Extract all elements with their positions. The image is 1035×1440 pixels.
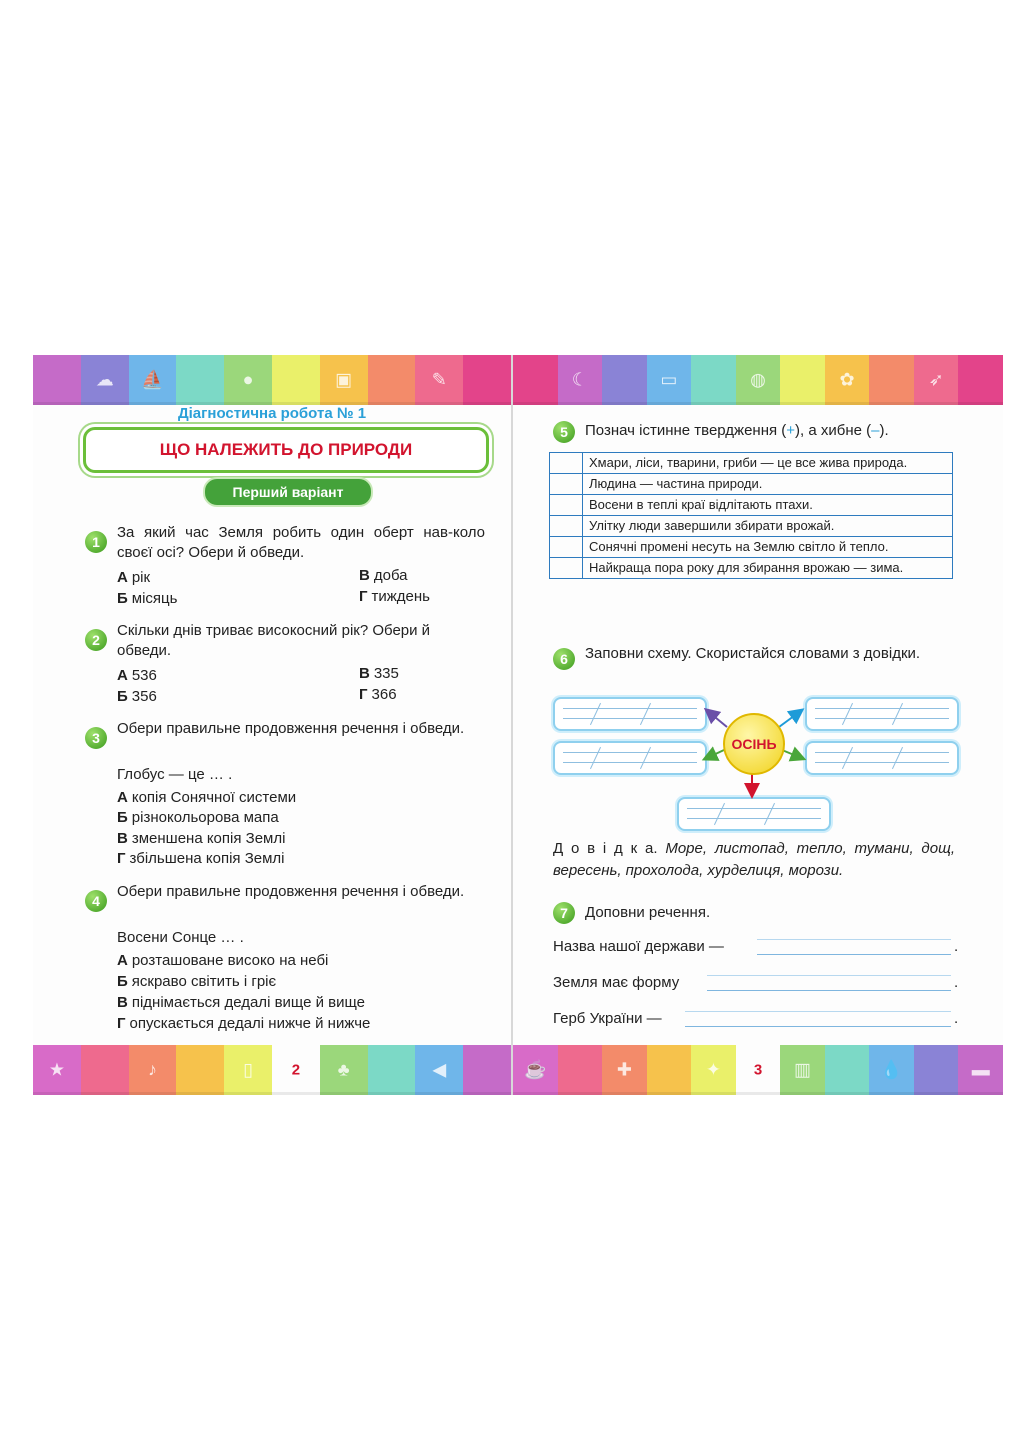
q3-option-v[interactable]: В зменшена копія Землі (117, 830, 286, 847)
arrow-top-right (779, 713, 798, 727)
answer-line-3[interactable] (685, 1011, 951, 1027)
page-title: ЩО НАЛЕЖИТЬ ДО ПРИРОДИ (83, 427, 489, 473)
question-5-text: Познач істинне твердження (+), а хибне (–). (585, 422, 889, 439)
cloud-icon: ☁ (95, 369, 114, 390)
q4-option-b[interactable]: Б яскраво світить і гріє (117, 973, 277, 990)
tablet-icon: ▯ (243, 1059, 254, 1080)
table-row: Улітку люди завершили збирати врожай. (550, 516, 953, 537)
top-color-strip (33, 355, 511, 405)
q1-option-a[interactable]: А рік (117, 569, 151, 586)
table-row: Сонячні промені несуть на Землю світло й тепло. (550, 537, 953, 558)
fish-icon: ◀ (432, 1059, 447, 1080)
cup-icon: ☕ (524, 1059, 547, 1080)
work-heading: Діагностична робота № 1 (177, 405, 367, 422)
table-row: Людина — частина природи. (550, 474, 953, 495)
left-page (33, 355, 511, 1095)
arrow-top-left (710, 713, 727, 727)
apple-icon: ● (242, 369, 254, 390)
question-number-5: 5 (553, 421, 575, 443)
question-number-7: 7 (553, 902, 575, 924)
globe-icon: ◍ (750, 369, 766, 390)
star-icon: ★ (48, 1059, 65, 1080)
arrow-mid-left (709, 750, 724, 757)
q4-option-v[interactable]: В піднімається дедалі вище й вище (117, 994, 366, 1011)
question-number-1: 1 (85, 531, 107, 553)
q1-option-b[interactable]: Б місяць (117, 590, 178, 607)
q2-option-a[interactable]: А 536 (117, 667, 157, 684)
sentence-2: Земля має форму (553, 974, 680, 991)
answer-line-1[interactable] (757, 939, 951, 955)
moon-icon: ☾ (571, 369, 588, 390)
table-row: Восени в теплі краї відлітають птахи. (550, 495, 953, 516)
plant-icon: ♣ (337, 1059, 350, 1080)
q4-option-a[interactable]: А розташоване високо на небі (117, 952, 329, 969)
hint-text: Д о в і д к а. Море, листопад, тепло, тумани, дощ, вересень, прохолода, хурделиця, морози. (553, 840, 955, 879)
question-7-text: Доповни речення. (585, 904, 711, 921)
briefcase-icon: ▣ (335, 369, 353, 390)
pencil-icon: ✎ (431, 369, 447, 390)
question-4-text: Обери правильне продовження речення і обведи. (117, 883, 465, 900)
q1-option-v[interactable]: В доба (359, 567, 408, 584)
sentence-1: Назва нашої держави — (553, 938, 724, 955)
arrow-mid-right (782, 750, 799, 757)
bottom-color-strip-right (513, 1045, 1003, 1095)
drop-icon: 💧 (880, 1059, 903, 1080)
buildings-icon: ▥ (794, 1059, 812, 1080)
q3-option-a[interactable]: А копія Сонячної системи (117, 789, 297, 806)
answer-line-2[interactable] (707, 975, 951, 991)
question-3-stem: Глобус — це … . (117, 766, 233, 783)
variant-badge: Перший варіант (203, 477, 373, 507)
question-number-6: 6 (553, 648, 575, 670)
rocket-icon: ➶ (928, 369, 944, 390)
question-1-text: За який час Земля робить один оберт нав-коло своєї осі? Обери й обведи. (117, 524, 485, 561)
question-2-text: Скільки днів триває високосний рік? Обери й обведи. (117, 622, 431, 659)
q2-option-g[interactable]: Г 366 (359, 686, 397, 703)
q3-option-g[interactable]: Г збільшена копія Землі (117, 850, 285, 867)
question-number-3: 3 (85, 727, 107, 749)
page-number-left: 2 (291, 1061, 301, 1079)
palette-icon: ✿ (839, 369, 855, 390)
car-icon: ▬ (971, 1059, 990, 1080)
q1-option-g[interactable]: Г тиждень (359, 588, 430, 605)
sentence-3: Герб України — (553, 1010, 662, 1027)
music-note-icon: ♪ (147, 1059, 157, 1080)
sailboat-icon: ⛵ (141, 369, 164, 390)
right-page: ☾ ▭ ◍ ✿ ➶ 5 Познач істинне твердження (+), а хибне (–). Хмари, ліси, тварини, гриби — це все жива природа. Людина — частина природи. Восени в теплі краї відлітають птахи. Улітку люди завершили збирати врожай. Сонячні промені несуть на Землю світло й тепло. Найкраща пора року для збирання врожаю — зима. 6 Заповни схему. Скористайся словами з довідки. ОСІНЬ Д о в і д к а. Море, листопад, тепло, тумани, дощ, вересень, прохолода, хурделиця, морози. 7 Доповни речення. Назва нашої держави — . Земля має форму . Герб України — . ☕ ✚ ✦ 3 ▥ 💧 ▬ (513, 355, 1003, 1095)
table-row: Найкраща пора року для збирання врожаю — зима. (550, 558, 953, 579)
laptop-icon: ▭ (660, 369, 678, 390)
page-number-right: 3 (753, 1061, 763, 1079)
bottom-color-strip (33, 1045, 511, 1095)
question-number-4: 4 (85, 890, 107, 912)
autumn-center: ОСІНЬ (723, 713, 785, 775)
question-number-2: 2 (85, 629, 107, 651)
question-4-stem: Восени Сонце … . (117, 929, 244, 946)
q3-option-b[interactable]: Б різнокольорова мапа (117, 809, 279, 826)
question-3-text: Обери правильне продовження речення і обведи. (117, 720, 465, 737)
question-6-text: Заповни схему. Скористайся словами з довідки. (585, 645, 921, 662)
table-row: Хмари, ліси, тварини, гриби — це все жива природа. (550, 453, 953, 474)
q2-option-b[interactable]: Б 356 (117, 688, 157, 705)
lightbulb-icon: ✦ (705, 1059, 721, 1080)
q4-option-g[interactable]: Г опускається дедалі нижче й нижче (117, 1015, 371, 1032)
puzzle-icon: ✚ (616, 1059, 632, 1080)
q2-option-v[interactable]: В 335 (359, 665, 399, 682)
